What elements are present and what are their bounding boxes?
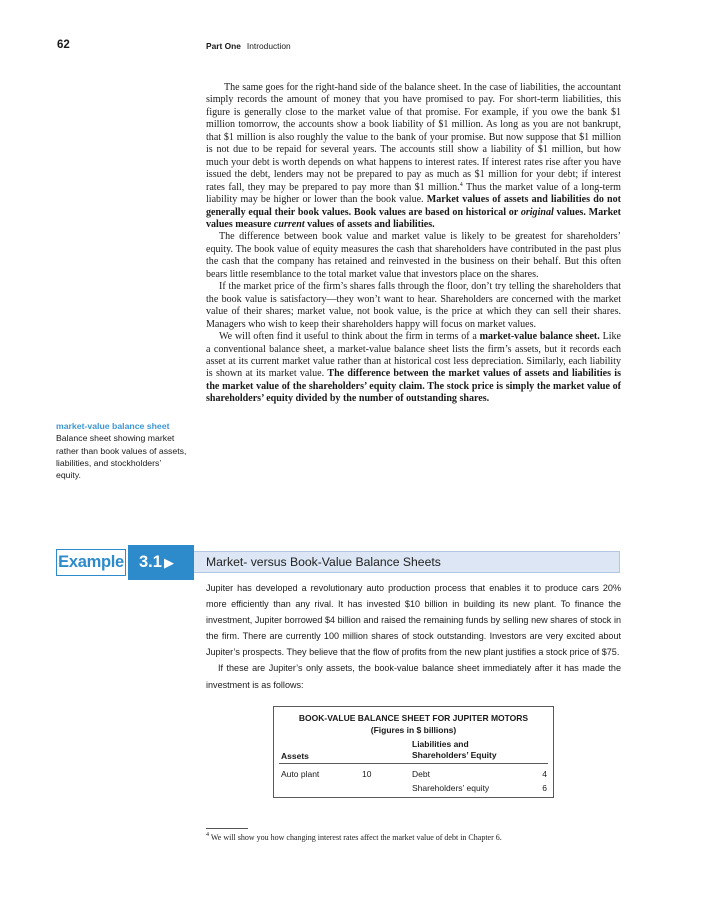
p4-lead: We will often find it useful to think about the firm in terms of a: [219, 331, 480, 343]
p1-bold-italic-2: current: [273, 218, 305, 230]
table-title: BOOK-VALUE BALANCE SHEET FOR JUPITER MOTORS: [298, 713, 529, 723]
asset-label: Auto plant: [281, 769, 320, 779]
example-text: [206, 580, 621, 693]
header-liabilities-line-1: Liabilities and: [412, 739, 469, 749]
footnote-rule: [206, 828, 248, 829]
p1-bold-italic-1: original: [520, 206, 554, 218]
example-paragraph-1: Jupiter has developed a revolutionary auto production process that enables it to produce cars 20% more efficiently than any rival. It has invested $10 billion in building its new plant. To finance the investment, Jupiter borrowed $4 billion and raised the remaining funds by selling new shares of stock in the firm. There are currently 100 million shares of stock outstanding. Investors are very excited about Jupiter’s prospects. They believe that the flow of profits from the new plant justifies a stock price of $75.: [206, 583, 621, 658]
example-number-box: [128, 545, 194, 580]
paragraph-4: [206, 331, 621, 406]
table-subtitle: (Figures in $ billions): [370, 725, 457, 735]
equity-label: Shareholders’ equity: [412, 783, 490, 793]
p1-bold-2: values. Market values measure: [206, 206, 621, 230]
header-assets: Assets: [281, 751, 309, 761]
paragraph-1: [206, 82, 621, 231]
running-head-part: Part One: [206, 41, 241, 51]
table-title-block: [274, 712, 553, 736]
header-liabilities: [412, 739, 497, 761]
example-number: 3.1: [139, 553, 162, 571]
p1-bold-3: values of assets and liabilities.: [304, 218, 435, 230]
liability-debt-value: 4: [542, 769, 547, 779]
margin-note-definition: Balance sheet showing market rather than book values of assets, liabilities, and stockholders’ equity.: [56, 433, 187, 481]
running-head: [206, 41, 291, 51]
p4-key-term: market-value balance sheet.: [479, 331, 600, 343]
liability-debt-label: Debt: [412, 769, 430, 779]
example-title: Market- versus Book-Value Balance Sheets: [206, 555, 441, 569]
footnote-ref: 4: [459, 181, 463, 188]
footnote-text: We will show you how changing interest rates affect the market value of debt in Chapter 6.: [209, 833, 502, 842]
body-text: [206, 82, 621, 406]
p4-bold: The difference between the market values of assets and liabilities is the market value of the shareholders’ equity claim. The stock price is simply the market value of shareholders’ equity divided by the number of outstanding shares.: [206, 368, 621, 405]
book-value-balance-sheet-table: [273, 706, 554, 798]
p1-text-after: Thus the market value of a long-term liability may be higher or lower than the book value.: [206, 181, 621, 206]
margin-note: [56, 420, 188, 481]
example-label: Example: [56, 549, 126, 576]
table-divider: [279, 763, 548, 764]
equity-value: 6: [542, 783, 547, 793]
paragraph-3: If the market price of the firm’s shares falls through the floor, don’t try telling the shareholders that the book value is satisfactory—they won’t want to hear. Shareholders are concerned with the market value of their shares; market value, not book value, is the price at which they can sell their shares. Managers who wish to keep their shareholders happy will focus on market values.: [206, 281, 621, 330]
footnote: [206, 833, 502, 842]
play-arrow-icon: ▶: [163, 555, 174, 570]
p1-text: The same goes for the right-hand side of the balance sheet. In the case of liabilities, the accountant simply records the amount of money that you have promised to pay. For short-term liabilities, this figure is generally close to the market value of that promise. For example, if you owe the bank $1 million tomorrow, the accounts show a book liability of $1 million. As long as you are not bankrupt, that $1 million is also roughly the value to the bank of your promise. But now suppose that $1 million is not due to be repaid for several years. The accounts still show a liability of $1 million, but how much your debt is worth depends on what happens to interest rates. If interest rates rise after you have issued the debt, lenders may not be prepared to pay as much as $1 million for your debt; if interest rates fall, they may be prepared to pay more than $1 million.: [206, 82, 621, 193]
p1-bold-1: Market values of assets and liabilities do not generally equal their book values. Book values are based on historical or: [206, 194, 621, 218]
example-paragraph-2: If these are Jupiter’s only assets, the book-value balance sheet immediately after it has made the investment is as follows:: [206, 663, 621, 690]
footnote-marker: 4: [206, 832, 209, 838]
margin-note-term: market-value balance sheet: [56, 421, 170, 431]
running-head-section: Introduction: [246, 41, 291, 51]
page-number: 62: [57, 39, 70, 51]
p4-mid: Like a conventional balance sheet, a market-value balance sheet lists the firm’s assets, but it records each asset at its current market value rather than at historical cost less depreciation. Similarly, each liability is shown at its market value.: [206, 331, 621, 380]
asset-value: 10: [362, 769, 372, 779]
header-liabilities-line-2: Shareholders’ Equity: [412, 750, 497, 760]
paragraph-2: The difference between book value and market value is likely to be greatest for shareholders’ equity. The book value of equity measures the cash that shareholders have contributed in the past plus the cash that the company has retained and reinvested in the business on their behalf. But this often bears little resemblance to the total market value that investors place on the shares.: [206, 231, 621, 280]
